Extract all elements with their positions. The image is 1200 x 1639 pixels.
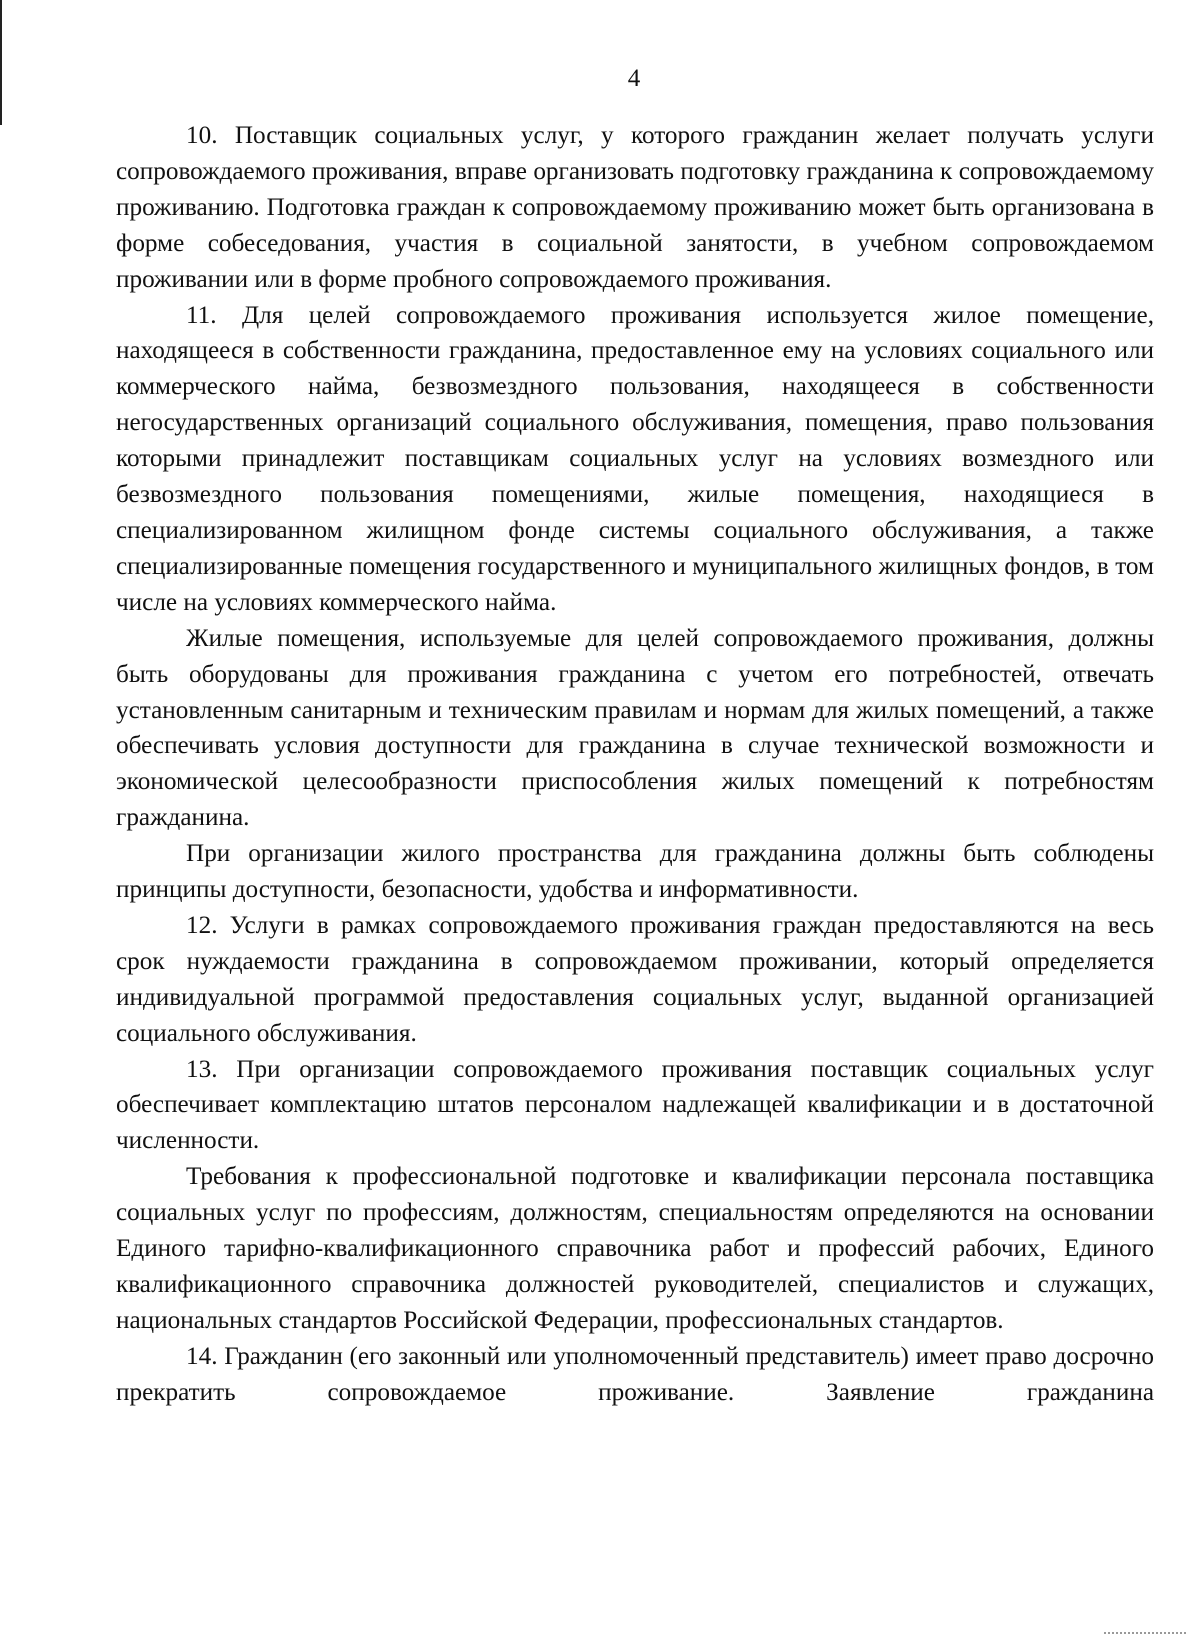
document-body: [116, 118, 1154, 1411]
scan-edge-line: [0, 0, 2, 125]
scan-artifact-mark: [1104, 1632, 1186, 1637]
paragraph-14: 14. Гражданин (его законный или уполномоченный представитель) имеет право досрочно прекратить сопровождаемое проживание. Заявление гражданина: [116, 1342, 1154, 1406]
page-number: 4: [627, 65, 641, 92]
paragraph-12: 12. Услуги в рамках сопровождаемого проживания граждан предоставляются на весь срок нуждаемости гражданина в сопровождаемом проживании, который определяется индивидуальной программой предоставления социальных услуг, выданной организацией социального обслуживания.: [116, 911, 1154, 1047]
paragraph-11-housing-requirements: Жилые помещения, используемые для целей сопровождаемого проживания, должны быть оборудованы для проживания гражданина с учетом его потребностей, отвечать установленным санитарным и техническим правилам и нормам для жилых помещений, а также обеспечивать условия доступности для гражданина в случае технической возможности и экономической целесообразности приспособления жилых помещений к потребностям гражданина.: [116, 624, 1154, 832]
paragraph-10: 10. Поставщик социальных услуг, у которого гражданин желает получать услуги сопровождаемого проживания, вправе организовать подготовку гражданина к сопровождаемому проживанию. Подготовка граждан к сопровождаемому проживанию может быть организована в форме собеседования, участия в социальной занятости, в учебном сопровождаемом проживании или в форме пробного сопровождаемого проживания.: [116, 122, 1154, 293]
paragraph-11-living-space: При организации жилого пространства для гражданина должны быть соблюдены принципы доступности, безопасности, удобства и информативности.: [116, 840, 1154, 904]
paragraph-13-staff-requirements: Требования к профессиональной подготовке и квалификации персонала поставщика социальных услуг по профессиям, должностям, специальностям определяются на основании Единого тарифно-квалификационного справочника работ и профессий рабочих, Единого квалификационного справочника должностей руководителей, специалистов и служащих, национальных стандартов Российской Федерации, профессиональных стандартов.: [116, 1163, 1154, 1334]
paragraph-11: 11. Для целей сопровождаемого проживания используется жилое помещение, находящееся в собственности гражданина, предоставленное ему на условиях социального или коммерческого найма, безвозмездного пользования, находящееся в собственности негосударственных организаций социального обслуживания, помещения, право пользования которыми принадлежит поставщикам социальных услуг на условиях возмездного или безвозмездного пользования помещениями, жилые помещения, находящиеся в специализированном жилищном фонде системы социального обслуживания, а также специализированные помещения государственного и муниципального жилищных фондов, в том числе на условиях коммерческого найма.: [116, 301, 1154, 616]
paragraph-13: 13. При организации сопровождаемого проживания поставщик социальных услуг обеспечивает комплектацию штатов персоналом надлежащей квалификации и в достаточной численности.: [116, 1055, 1154, 1155]
